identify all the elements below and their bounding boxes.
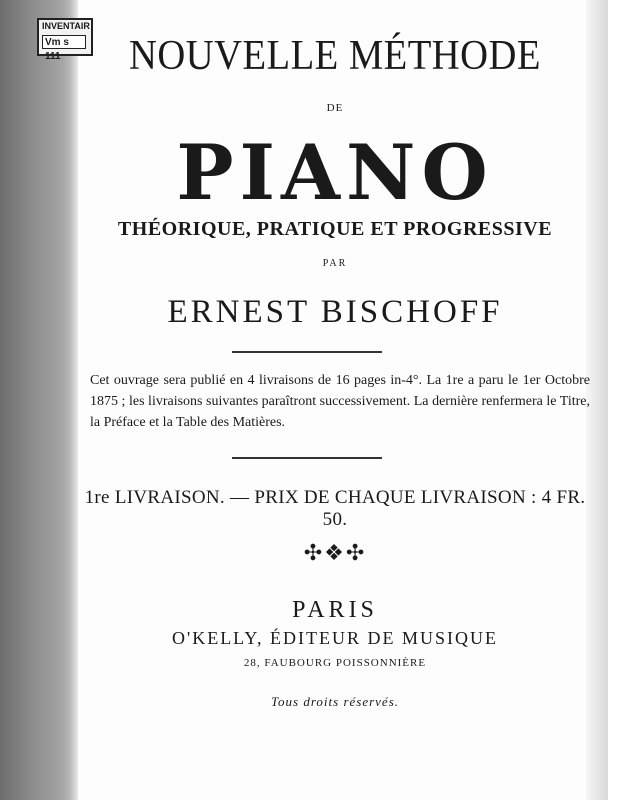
author-name: ERNEST BISCHOFF	[167, 294, 503, 330]
divider-top	[232, 351, 382, 353]
stamp-label: INVENTAIR	[42, 21, 90, 31]
publisher: O'KELLY, ÉDITEUR DE MUSIQUE	[171, 628, 499, 648]
stamp-number: Vm s 111	[42, 35, 86, 49]
inventory-stamp	[37, 18, 93, 62]
publication-notice: Cet ouvrage sera publié en 4 livraisons de 16 pages in-4°. La 1re a paru le 1er Octobre 1875 ; les livraisons suivantes paraîtront successivement. La dernière renfermera le Titre, la Préface et la Table des Matières.	[90, 373, 590, 430]
divider-bottom	[232, 457, 382, 459]
ornament-icon: ✣❖✣	[303, 540, 367, 565]
publisher-address: 28, FAUBOURG POISSONNIÈRE	[243, 657, 427, 669]
city: PARIS	[292, 597, 378, 623]
main-title: PIANO	[176, 128, 494, 217]
subtitle: THÉORIQUE, PRATIQUE ET PROGRESSIVE	[117, 218, 553, 240]
rights-notice: Tous droits réservés.	[270, 694, 400, 709]
by-label: PAR	[322, 258, 348, 269]
book-title: NOUVELLE MÉTHODE	[129, 33, 541, 79]
title-connector: DE	[326, 102, 344, 114]
price-line: 1re LIVRAISON. — PRIX DE CHAQUE LIVRAISON : 4 FR. 50.	[84, 487, 586, 530]
book-spine	[0, 0, 74, 800]
